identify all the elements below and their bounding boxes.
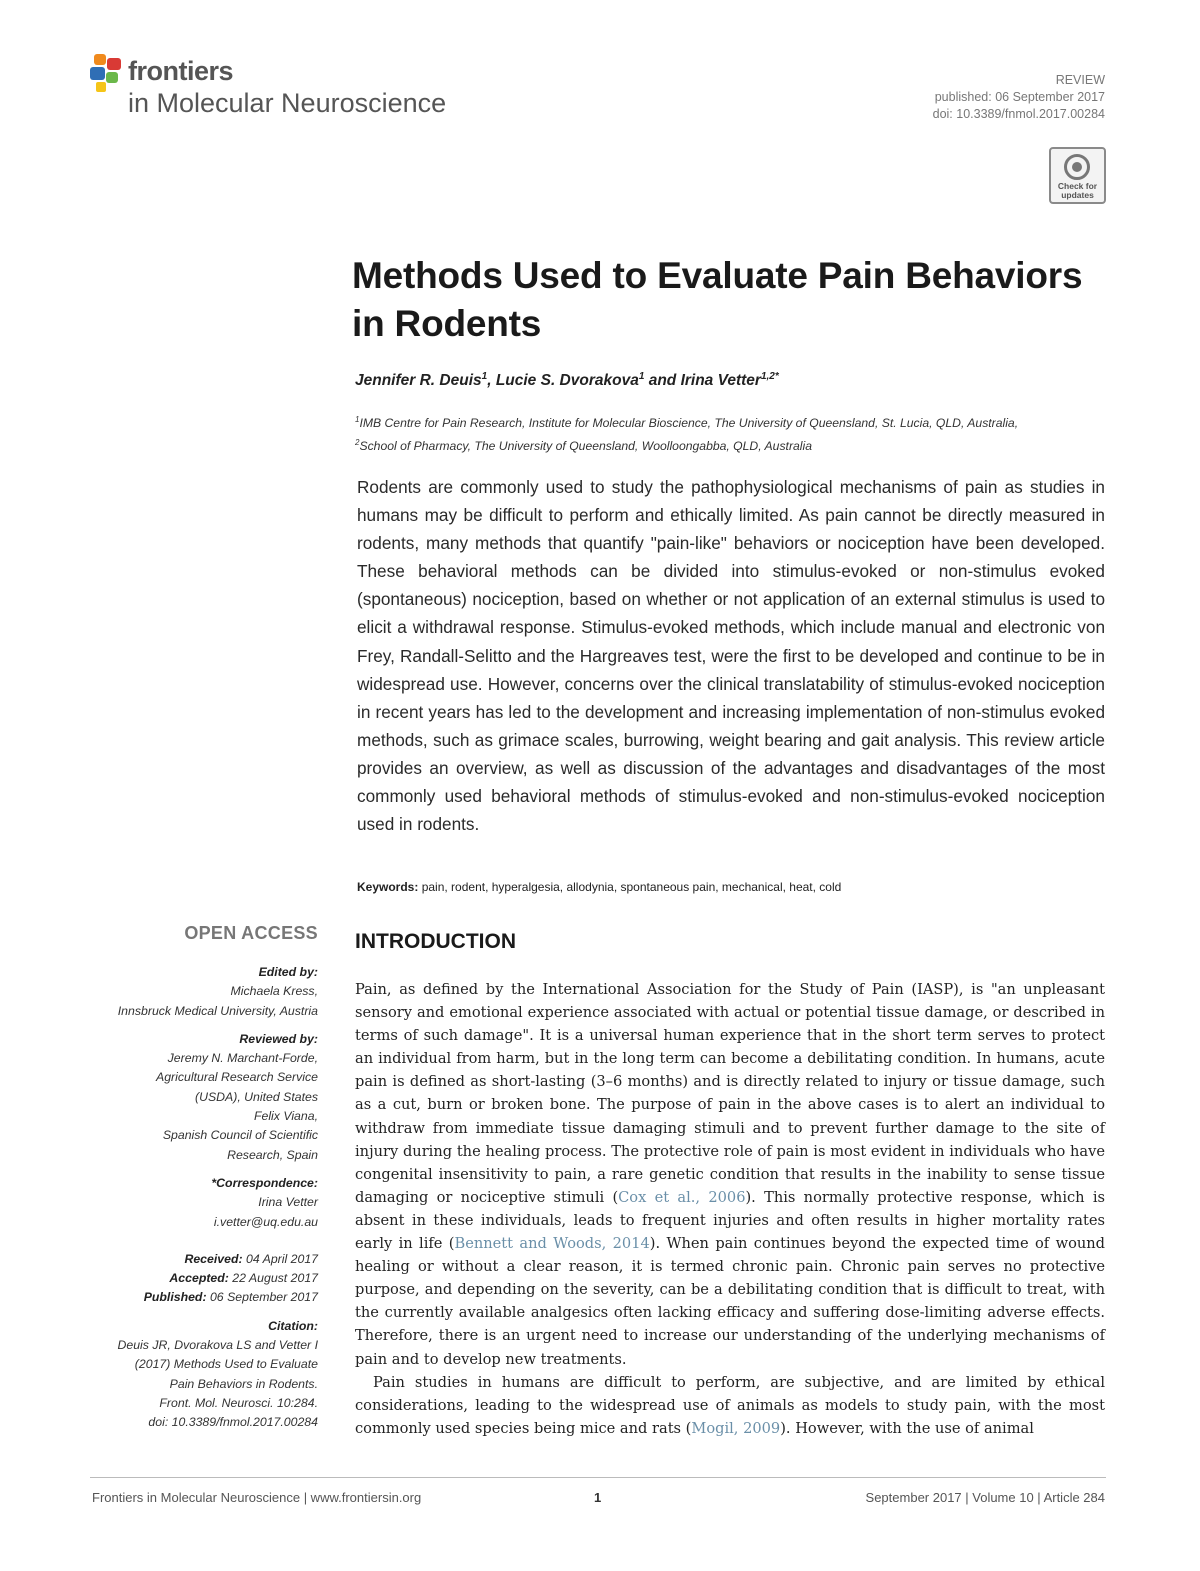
citation-line: Pain Behaviors in Rodents. bbox=[169, 1376, 318, 1391]
citation-link[interactable]: Mogil, 2009 bbox=[691, 1419, 781, 1437]
editor-line: Innsbruck Medical University, Austria bbox=[117, 1003, 318, 1018]
correspondence-name: Irina Vetter bbox=[258, 1195, 318, 1210]
author-name[interactable]: Jennifer R. Deuis bbox=[355, 372, 482, 390]
doi[interactable]: doi: 10.3389/fnmol.2017.00284 bbox=[932, 107, 1105, 121]
logo-brand: frontiers bbox=[128, 56, 234, 86]
frontiers-logo-icon bbox=[90, 52, 130, 96]
author-affil-sup: 1 bbox=[481, 371, 488, 382]
editor-line: Michaela Kress, bbox=[230, 984, 318, 999]
author-affil-sup: 1,2* bbox=[760, 371, 779, 382]
paragraph: Pain, as defined by the International Association for the Study of Pain (IASP), is "an unpleasant sensory and emotional experience associated with actual or potential tissue damage, or described in terms of such damage". It is a universal human experience that in the short term serves to protect an individual from harm, but in the long term can become a debilitating condition. In humans, acute pain is defined as short-lasting (3–6 months) and is directly related to injury or tissue damage, such as a cut, burn or broken bone. The purpose of pain in the above cases is to alert an individual to withdraw from immediate tissue damaging stimuli and to prevent further damage to the site of injury during the healing process. The protective role of pain is most evident in individuals who have congenital insensitivity to pain, a rare genetic condition that results in the inability to sense tissue damaging or nociceptive stimuli (Cox et al., 2006). This normally protective response, which is absent in these individuals, leads to frequent injuries and often results in higher mortality rates early in life (Bennett and Woods, 2014). When pain continues beyond the expected time of wound healing or without a clear reason, it is termed chronic pain. Chronic pain serves no protective purpose, and depending on the severity, can be a debilitating condition that is difficult to treat, with the currently available analgesics often lacking efficacy and suffering dose-limiting adverse effects. Therefore, there is an urgent need to increase our understanding of the underlying mechanisms of pain and to develop new treatments. bbox=[355, 981, 1106, 1368]
editorial-sidebar bbox=[60, 963, 318, 1433]
author-name[interactable]: Lucie S. Dvorakova bbox=[495, 372, 639, 390]
keywords-label: Keywords: bbox=[357, 880, 419, 894]
citation-line: (2017) Methods Used to Evaluate bbox=[134, 1357, 318, 1372]
article-meta bbox=[933, 72, 1105, 123]
paragraph: Pain studies in humans are difficult to perform, are subjective, and are limited by ethical considerations, leading to the widespread use of animals as models to study pain, with the most commonly used species being mice and rats (Mogil, 2009). However, with the use of animal bbox=[355, 1373, 1105, 1437]
footer-journal[interactable]: Frontiers in Molecular Neuroscience | www.frontiersin.org bbox=[92, 1490, 422, 1505]
crossmark-icon bbox=[1064, 154, 1090, 180]
reviewer-line: Felix Viana, bbox=[253, 1109, 318, 1124]
affiliations bbox=[355, 410, 1018, 456]
affiliation-item: $^2$School of Pharmacy, The University of Queensland, Woolloongabba, QLD, Australia bbox=[355, 438, 812, 454]
abstract: Rodents are commonly used to study the pathophysiological mechanisms of pain as studies in humans may be difficult to perform and ethically limited. As pain cannot be directly measured in rodents, many methods that quantify "pain-like" behaviors or nociception have been developed. These behavioral methods can be divided into stimulus-evoked or non-stimulus evoked (spontaneous) nociception, based on whether or not application of an external stimulus is used to elicit a withdrawal response. Stimulus-evoked methods, which include manual and electronic von Frey, Randall-Selitto and the Hargreaves test, were the first to be developed and continue to be in widespread use. However, concerns over the clinical translatability of stimulus-evoked nociception in recent years has led to the development and increasing implementation of non-stimulus evoked methods, such as grimace scales, burrowing, weight bearing and gait analysis. This review article provides an overview, as well as discussion of the advantages and disadvantages of the most commonly used behavioral methods of stimulus-evoked and non-stimulus-evoked nociception used in rodents. bbox=[357, 477, 1105, 835]
keywords-list: pain, rodent, hyperalgesia, allodynia, spontaneous pain, mechanical, heat, cold bbox=[421, 880, 842, 894]
citation-link[interactable]: Cox et al., 2006 bbox=[618, 1188, 746, 1206]
accepted-date: Accepted: 22 August 2017 bbox=[169, 1271, 318, 1286]
page-number: 1 bbox=[594, 1490, 602, 1505]
reviewer-line: Agricultural Research Service bbox=[156, 1070, 318, 1085]
reviewer-line: Jeremy N. Marchant-Forde, bbox=[167, 1051, 318, 1066]
article-title: Methods Used to Evaluate Pain Behaviors in Rodents bbox=[352, 255, 1083, 344]
logo-journal-name: in Molecular Neuroscience bbox=[128, 88, 447, 118]
published-date-sidebar: Published: 06 September 2017 bbox=[143, 1290, 318, 1305]
author-affil-sup: 1 bbox=[638, 371, 645, 382]
footer-volume: September 2017 | Volume 10 | Article 284 bbox=[865, 1490, 1105, 1505]
section-heading: INTRODUCTION bbox=[355, 930, 516, 953]
body-text bbox=[355, 978, 1105, 1440]
correspondence-label: *Correspondence: bbox=[211, 1175, 318, 1190]
crossmark-label: Check for updates bbox=[1057, 181, 1098, 200]
received-date: Received: 04 April 2017 bbox=[184, 1251, 318, 1266]
edited-by-label: Edited by: bbox=[258, 965, 318, 979]
check-for-updates-button[interactable] bbox=[1049, 147, 1106, 204]
reviewer-line: Research, Spain bbox=[227, 1147, 318, 1162]
citation-label: Citation: bbox=[268, 1318, 318, 1333]
journal-logo[interactable] bbox=[90, 52, 470, 122]
reviewer-line: (USDA), United States bbox=[194, 1089, 318, 1104]
citation-line: doi: 10.3389/fnmol.2017.00284 bbox=[148, 1415, 318, 1430]
author-separator: and bbox=[644, 372, 681, 390]
citation-line: Deuis JR, Dvorakova LS and Vetter I bbox=[117, 1338, 318, 1353]
citation-line: Front. Mol. Neurosci. 10:284. bbox=[159, 1395, 318, 1410]
author-name[interactable]: Irina Vetter bbox=[680, 372, 761, 390]
open-access-badge: OPEN ACCESS bbox=[184, 923, 318, 943]
correspondence-email[interactable]: i.vetter@uq.edu.au bbox=[213, 1214, 318, 1229]
author-separator: , bbox=[487, 372, 496, 390]
affiliation-item: $^1$IMB Centre for Pain Research, Institute for Molecular Bioscience, The University of Queensland, St. Lucia, QLD, Australia, bbox=[355, 415, 1019, 431]
article-type: REVIEW bbox=[1055, 73, 1105, 87]
reviewer-line: Spanish Council of Scientific bbox=[162, 1128, 318, 1143]
citation-link[interactable]: Bennett and Woods, 2014 bbox=[454, 1235, 650, 1253]
keywords bbox=[357, 880, 841, 894]
author-list bbox=[355, 371, 779, 390]
published-date: published: 06 September 2017 bbox=[934, 90, 1105, 104]
reviewed-by-label: Reviewed by: bbox=[239, 1031, 318, 1046]
footer-divider bbox=[90, 1477, 1106, 1478]
